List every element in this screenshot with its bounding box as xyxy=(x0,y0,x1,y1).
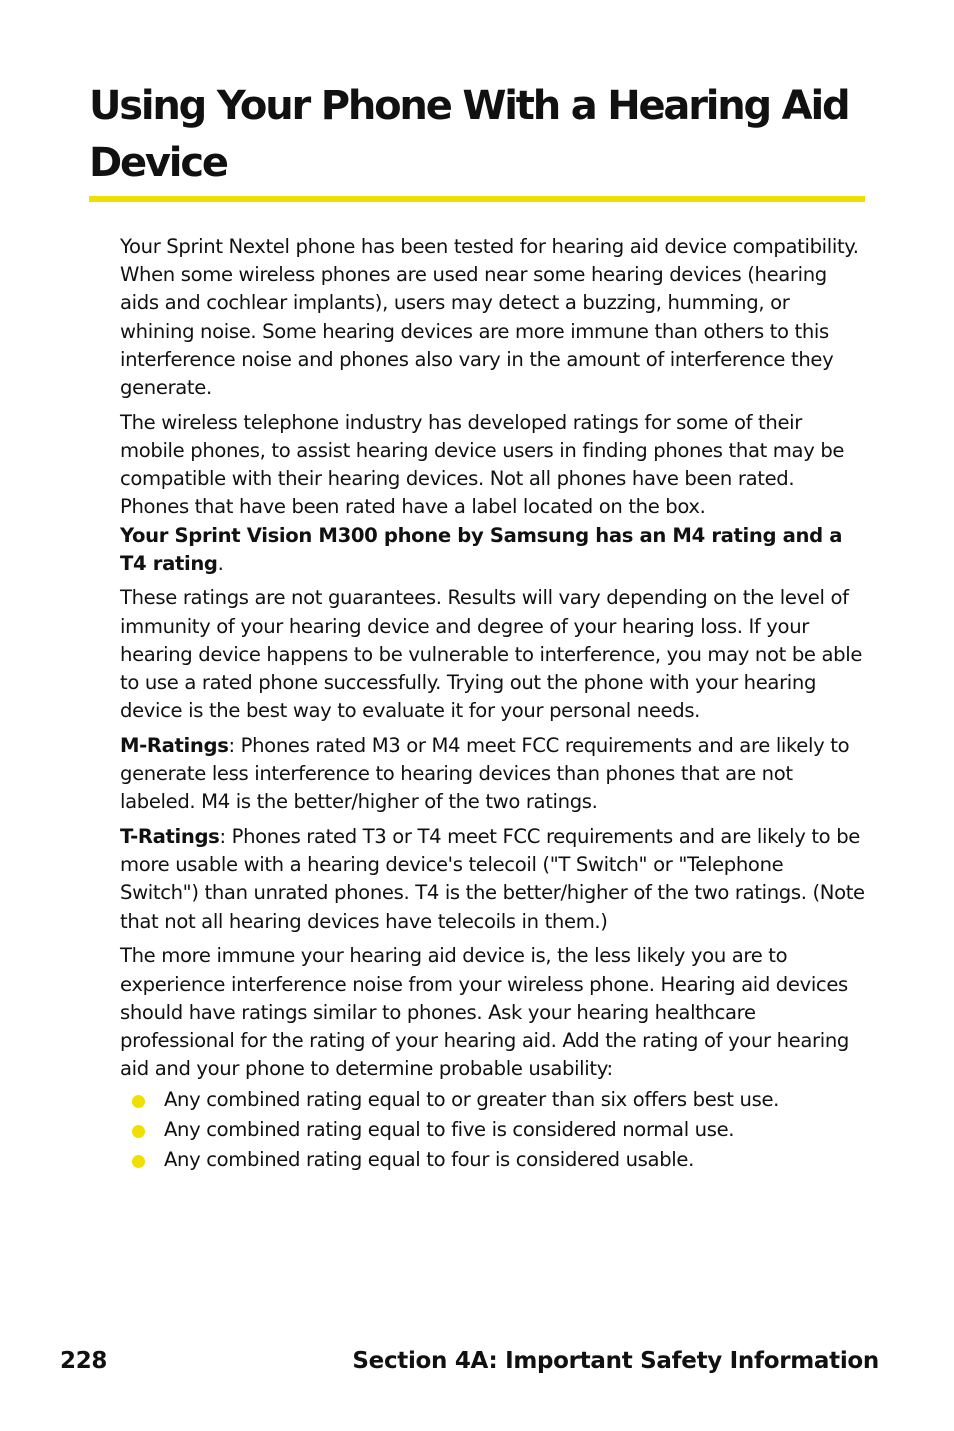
phone-rating-period: . xyxy=(217,551,224,575)
paragraph-intro: Your Sprint Nextel phone has been tested for hearing aid device compatibility. When some wireless phones are used near some hearing devices (hearing aids and cochlear implants), users may detect a buzzing, humming, or whining noise. Some hearing devices are more immune than others to this interference noise and phones also vary in the amount of interference they generate. xyxy=(120,235,859,400)
m-ratings-term: M-Ratings xyxy=(120,733,229,757)
title-rule xyxy=(89,196,865,202)
paragraph-ratings-overview: The wireless telephone industry has developed ratings for some of their mobile phones, to assist hearing device users in finding phones that may be compatible with their hearing devices. Not all phones have been rated. Phones that have been rated have a label located on the box. xyxy=(120,410,845,519)
bullet-dot-icon xyxy=(132,1125,145,1138)
paragraph-phone-rating xyxy=(120,522,865,578)
list-item xyxy=(120,1115,865,1145)
m-ratings-text: : Phones rated M3 or M4 meet FCC requirements and are likely to generate less interference to hearing devices than phones that are not labeled. M4 is the better/higher of the two ratings. xyxy=(120,733,850,814)
bullet-dot-icon xyxy=(132,1155,145,1168)
page-number: 228 xyxy=(60,1348,108,1374)
paragraph-m-ratings xyxy=(120,732,865,817)
t-ratings-term: T-Ratings xyxy=(120,825,220,849)
list-item xyxy=(120,1145,865,1175)
list-item-text: Any combined rating equal to or greater than six offers best use. xyxy=(164,1088,780,1112)
paragraph-usability: The more immune your hearing aid device is, the less likely you are to experience interference noise from your wireless phone. Hearing aid devices should have ratings similar to phones. Ask your hearing healthcare professional for the rating of your hearing aid. Add the rating of your hearing aid and your phone to determine probable usability: xyxy=(120,944,849,1081)
list-item-text: Any combined rating equal to five is considered normal use. xyxy=(164,1118,735,1142)
page-footer xyxy=(60,1344,879,1378)
list-item-text: Any combined rating equal to four is considered usable. xyxy=(164,1148,694,1172)
phone-rating-statement: Your Sprint Vision M300 phone by Samsung has an M4 rating and a T4 rating xyxy=(120,523,843,575)
paragraph-guarantees: These ratings are not guarantees. Results will vary depending on the level of immunity of your hearing device and degree of your hearing loss. If your hearing device happens to be vulnerable to interference, you may not be able to use a rated phone successfully. Trying out the phone with your hearing device is the best way to evaluate it for your personal needs. xyxy=(120,586,863,723)
paragraph-t-ratings xyxy=(120,823,865,936)
bullet-dot-icon xyxy=(132,1095,145,1108)
section-label: Section 4A: Important Safety Information xyxy=(352,1348,879,1374)
t-ratings-text: : Phones rated T3 or T4 meet FCC requirements and are likely to be more usable with a hearing device's telecoil ("T Switch" or "Telephone Switch") than unrated phones. T4 is the better/higher of the two ratings. (Note that not all hearing devices have telecoils in them.) xyxy=(120,825,865,933)
list-item xyxy=(120,1085,865,1115)
body-text xyxy=(120,233,865,1175)
page-title: Using Your Phone With a Hearing Aid Device xyxy=(89,83,849,186)
usability-list xyxy=(120,1085,865,1175)
